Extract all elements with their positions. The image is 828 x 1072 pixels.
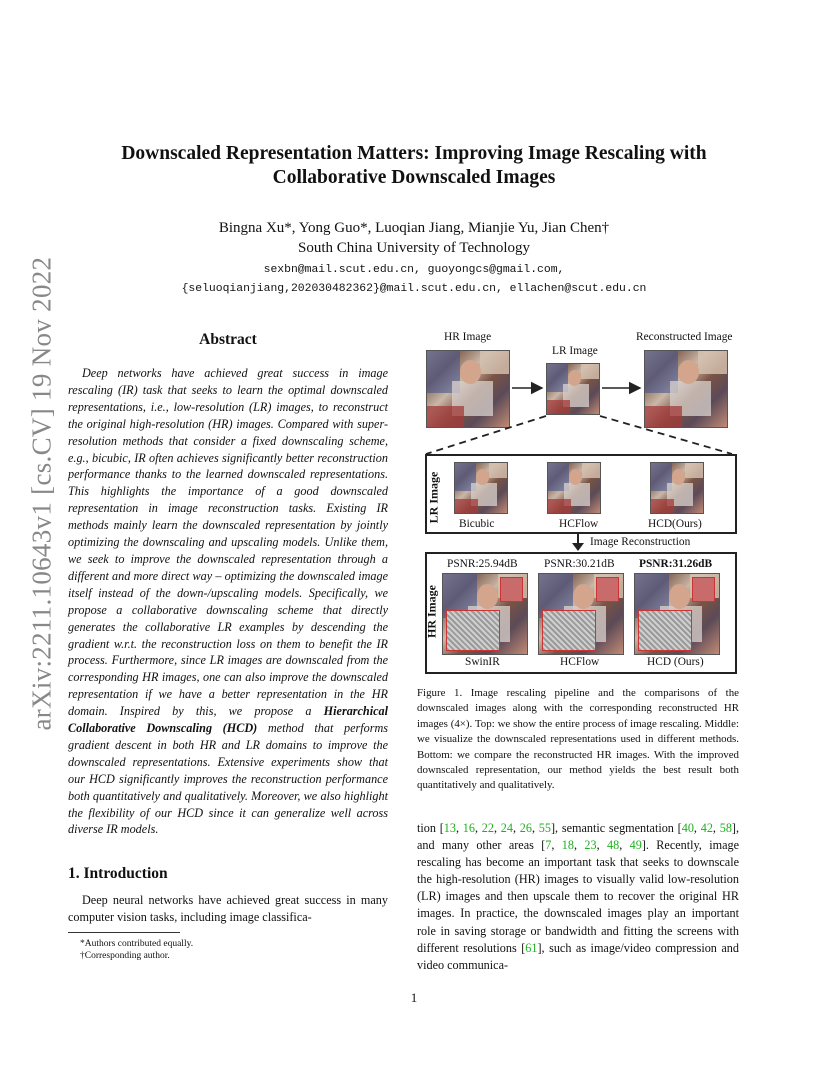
paper-title bbox=[60, 142, 768, 190]
citation-link[interactable]: 26 bbox=[519, 821, 532, 835]
down-arrow-icon bbox=[568, 533, 588, 553]
hr-hcflow-image bbox=[538, 573, 624, 655]
author-list: Bingna Xu*, Yong Guo*, Luoqian Jiang, Mianjie Yu, Jian Chen† bbox=[218, 220, 610, 236]
hr-hcd-image bbox=[634, 573, 720, 655]
citation-link[interactable]: 40 bbox=[681, 821, 694, 835]
hr-method-swinir: SwinIR bbox=[465, 656, 500, 668]
title-line-1: Downscaled Representation Matters: Improving Image Rescaling with bbox=[121, 143, 707, 164]
psnr-swinir: PSNR:25.94dB bbox=[447, 558, 518, 570]
lr-method-bicubic: Bicubic bbox=[459, 518, 495, 530]
hr-side-label: HR Image bbox=[424, 585, 439, 638]
lr-hcflow-image bbox=[547, 462, 601, 514]
abstract-part-2: method that performs gradient descent in both HR and LR domains to improve the downscaled representations. Extensive experiments show that our HCD significantly improves the reconstruction performance both quantitatively and qualitatively. Moreover, we also highlight the flexibility of our HCD since it can generalize well across diverse IR models. bbox=[68, 721, 388, 837]
footnote-corresponding: †Corresponding author. bbox=[80, 951, 170, 961]
affiliation: South China University of Technology bbox=[298, 240, 530, 256]
fig-label-lr: LR Image bbox=[552, 345, 598, 357]
citation-link[interactable]: 55 bbox=[538, 821, 551, 835]
citation-link[interactable]: 61 bbox=[525, 940, 538, 955]
arxiv-stamp: arXiv:2211.10643v1 [cs.CV] 19 Nov 2022 bbox=[26, 256, 57, 731]
lr-hcd-image bbox=[650, 462, 704, 514]
lr-method-hcd: HCD(Ours) bbox=[648, 518, 702, 530]
pipeline-arrows bbox=[418, 370, 738, 460]
citation-link[interactable]: 49 bbox=[629, 838, 642, 853]
email-block bbox=[60, 261, 768, 299]
abstract-part-1: Deep networks have achieved great success in image rescaling (IR) task that seeks to learn the optimal downscaled representations, i.e., low-resolution (LR) images, to reconstruct the original high-resolution (HR) images. Compared with super-resolution methods that consider a fixed downscaling scheme, e.g., bicubic, IR often achieves significantly better reconstruction performance thanks to the learned downscaled representations. This highlights the importance of a good downscaled representation in image reconstruction tasks. Existing IR methods mainly learn the downscaled representation by jointly optimizing the downscaling and upscaling models. Unlike them, we seek to improve the downscaled representation through a different and more direct way – optimizing the downscaled image itself instead of the down-/upscaling models. Specifically, we propose a collaborative downscaling scheme that directly generates the collaborative LR examples by descending the gradient w.r.t. the reconstruction loss on them to benefit the IR process. Furthermore, since LR images are downscaled from the corresponding HR images, one can also improve the downscaled representation if we have a better representation in the HR domain. Inspired by this, we propose a bbox=[68, 366, 388, 719]
page-number: 1 bbox=[410, 990, 418, 1005]
email-line-2: {seluoqianjiang,202030482362}@mail.scut.edu.cn, ellachen@scut.edu.cn bbox=[181, 283, 647, 295]
intro-paragraph: Deep neural networks have achieved great success in many computer vision tasks, including image classifica- bbox=[68, 893, 388, 924]
citation-link[interactable]: 24 bbox=[500, 821, 513, 835]
abstract-heading: Abstract bbox=[199, 331, 257, 348]
citation-link[interactable]: 18 bbox=[561, 838, 574, 853]
email-line-1: sexbn@mail.scut.edu.cn, guoyongcs@gmail.com, bbox=[263, 264, 565, 276]
intro-continuation: tion [13, 16, 22, 24, 26, 55], semantic segmentation [40, 42, 58], and many other areas [7, 18, 23, 48, 49]. Recently, image rescaling has become an important task that seeks to downscale the high-resolution (HR) images to visually valid low-resolution (LR) images and then upscale them to recover the original HR images. In practice, the downscaled images play an important role in saving storage or bandwidth and fitting the screens with different resolutions [61], such as image/video compression and video communica- bbox=[417, 821, 740, 972]
lr-side-label: LR Image bbox=[426, 471, 441, 524]
psnr-hcflow: PSNR:30.21dB bbox=[544, 558, 615, 570]
hr-method-hcd: HCD (Ours) bbox=[647, 656, 704, 668]
lr-bicubic-image bbox=[454, 462, 508, 514]
zoom-line-left bbox=[426, 416, 546, 454]
citation-link[interactable]: 42 bbox=[700, 821, 713, 835]
lr-method-hcflow: HCFlow bbox=[559, 518, 599, 530]
title-line-2: Collaborative Downscaled Images bbox=[272, 167, 556, 188]
citation-link[interactable]: 23 bbox=[584, 838, 597, 853]
abstract-method-name: Hierarchical Collaborative Downscaling (HCD) bbox=[68, 704, 388, 736]
image-reconstruction-label: Image Reconstruction bbox=[590, 536, 691, 548]
citation-link[interactable]: 16 bbox=[462, 821, 475, 835]
hr-swinir-image bbox=[442, 573, 528, 655]
section-heading-introduction: 1. Introduction bbox=[68, 865, 168, 882]
footnote-rule bbox=[68, 932, 180, 933]
citation-link[interactable]: 58 bbox=[719, 821, 732, 835]
citation-link[interactable]: 7 bbox=[545, 838, 552, 853]
citation-link[interactable]: 13 bbox=[443, 821, 456, 835]
abstract-text bbox=[68, 365, 388, 838]
hr-method-hcflow: HCFlow bbox=[560, 656, 600, 668]
citation-link[interactable]: 22 bbox=[481, 821, 494, 835]
fig-label-reconstructed: Reconstructed Image bbox=[636, 331, 733, 343]
fig-label-hr: HR Image bbox=[444, 331, 492, 343]
citation-link[interactable]: 48 bbox=[607, 838, 620, 853]
psnr-hcd: PSNR:31.26dB bbox=[639, 558, 713, 570]
author-block bbox=[60, 218, 768, 258]
figure-caption: Figure 1. Image rescaling pipeline and the comparisons of the downscaled images along with the corresponding reconstructed HR images (4×). Top: we show the entire process of image rescaling. Middle: we visualize the downscaled representations used in different methods. Bottom: we compare the reconstructed HR images. With the improved downscaled representation, our method yields the best result both quantitatively and qualitatively. bbox=[417, 687, 739, 792]
zoom-line-right bbox=[600, 416, 732, 454]
footnote-equal-contribution: *Authors contributed equally. bbox=[80, 939, 194, 949]
